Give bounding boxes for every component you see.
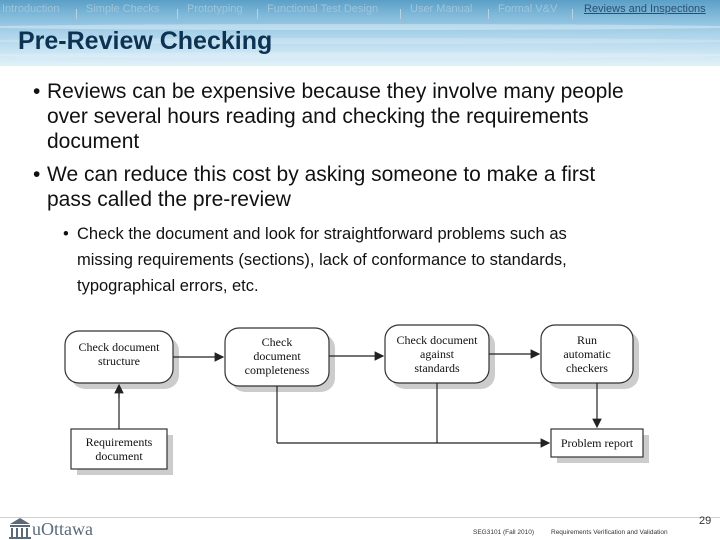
bullet-dot-icon: • <box>63 225 69 243</box>
node-label: Check document <box>78 340 160 354</box>
nav-item-user-manual[interactable]: User Manual <box>410 3 473 15</box>
pre-review-process-diagram <box>55 318 655 488</box>
node-check-completeness <box>225 328 335 392</box>
page-number: 29 <box>699 515 712 527</box>
footer-topic: Requirements Verification and Validation <box>551 529 668 536</box>
node-label: document <box>253 349 301 363</box>
sub-bullet-line: typographical errors, etc. <box>77 277 259 295</box>
bullet-item <box>33 162 596 212</box>
nav-separator <box>177 9 178 19</box>
node-run-checkers <box>541 325 639 389</box>
nav-item-prototyping[interactable]: Prototyping <box>187 3 243 15</box>
bullet-dot-icon: • <box>33 163 41 186</box>
node-problem-report <box>551 429 649 463</box>
bullet-line: over several hours reading and checking the requirements <box>47 105 589 128</box>
node-label: against <box>420 347 454 361</box>
node-label: Problem report <box>560 436 634 450</box>
nav-separator <box>400 9 401 19</box>
bullet-dot-icon: • <box>33 80 41 103</box>
node-requirements-document <box>71 429 173 475</box>
slide-title: Pre-Review Checking <box>18 27 273 55</box>
nav-separator <box>257 9 258 19</box>
nav-item-formal-vv[interactable]: Formal V&V <box>498 3 558 15</box>
node-label: completeness <box>244 363 310 377</box>
nav-separator <box>572 9 573 19</box>
node-label: automatic <box>563 347 611 361</box>
node-label: checkers <box>566 361 608 375</box>
node-check-standards <box>385 325 495 389</box>
sub-bullet-line: missing requirements (sections), lack of conformance to standards, <box>77 251 567 269</box>
bullet-line: Reviews can be expensive because they involve many people <box>47 80 624 103</box>
nav-item-simple-checks[interactable]: Simple Checks <box>86 3 160 15</box>
nav-item-introduction[interactable]: Introduction <box>2 3 60 15</box>
logo-text: uOttawa <box>32 519 93 539</box>
nav-separator <box>76 9 77 19</box>
sub-bullet-item <box>63 221 567 299</box>
node-label: Requirements <box>85 435 153 449</box>
node-label: Check document <box>396 333 478 347</box>
footer-course: SEG3101 (Fall 2010) <box>473 529 535 536</box>
bullet-line: pass called the pre-review <box>47 188 291 211</box>
node-label: structure <box>98 354 140 368</box>
node-check-structure <box>65 331 179 389</box>
nav-separator <box>488 9 489 19</box>
nav-item-reviews-and-inspections[interactable]: Reviews and Inspections <box>584 3 706 15</box>
bullet-item <box>33 79 624 154</box>
nav-item-functional-test-design[interactable]: Functional Test Design <box>267 3 379 15</box>
node-label: Check <box>261 335 293 349</box>
node-label: Run <box>576 333 598 347</box>
node-label: document <box>95 449 143 463</box>
section-nav <box>0 3 720 19</box>
bullet-line: document <box>47 130 140 153</box>
node-label: standards <box>414 361 460 375</box>
bullet-line: We can reduce this cost by asking someone to make a first <box>47 163 596 186</box>
sub-bullet-line: Check the document and look for straightforward problems such as <box>77 225 567 243</box>
